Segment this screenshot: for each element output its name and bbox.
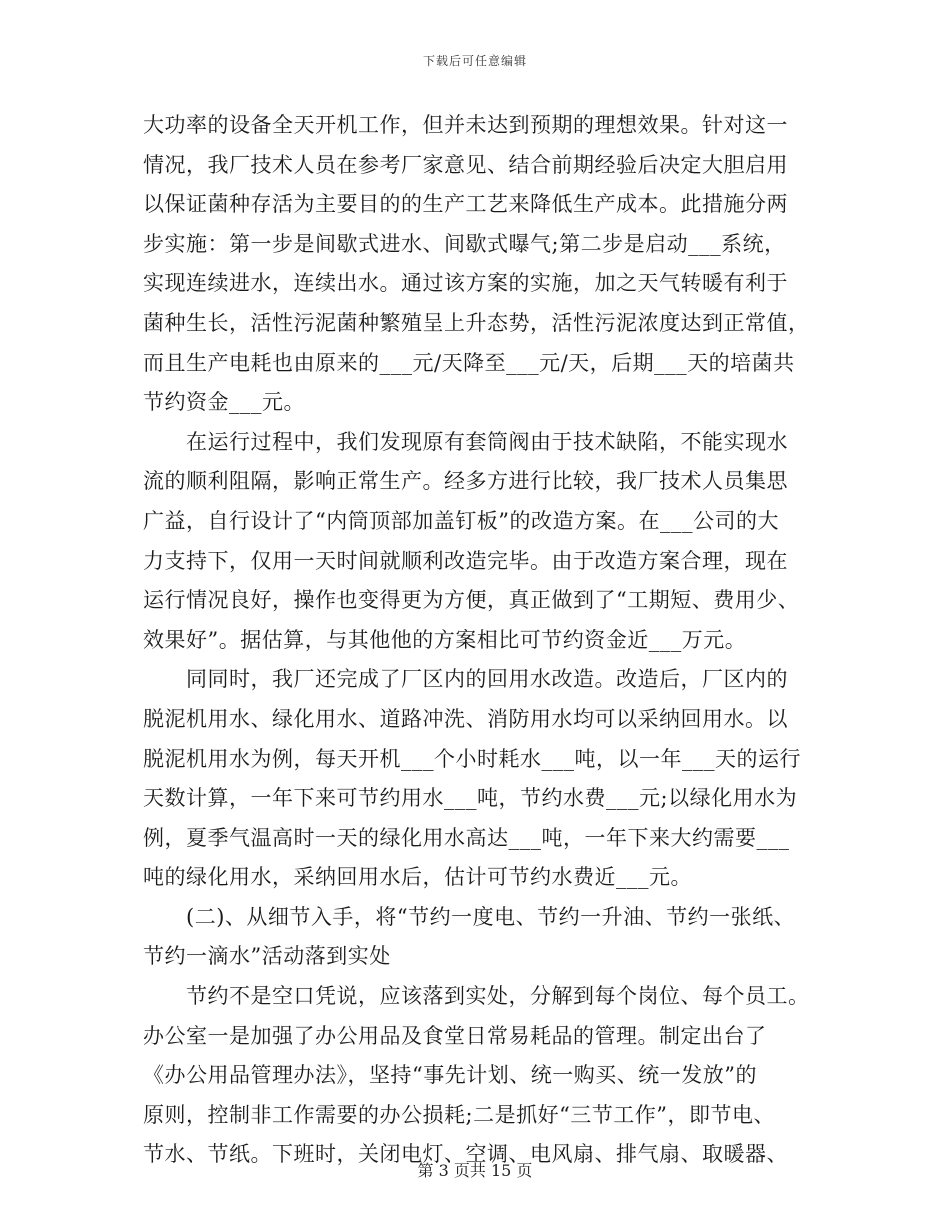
text-line: 例，夏季气温高时一天的绿化用水高达___吨，一年下来大约需要___ xyxy=(143,825,790,850)
text-line: 流的顺利阻隔，影响正常生产。经多方进行比较，我厂技术人员集思 xyxy=(143,469,788,494)
section-heading-line: (二)、从细节入手，将“节约一度电、节约一升油、节约一张纸、 xyxy=(143,904,796,929)
text-line: 在运行过程中，我们发现原有套筒阀由于技术缺陷，不能实现水 xyxy=(143,429,788,454)
text-line: 而且生产电耗也由原来的___元/天降至___元/天，后期___天的培菌共 xyxy=(143,350,795,375)
text-line: 广益，自行设计了“内筒顶部加盖钉板”的改造方案。在___公司的大 xyxy=(143,508,779,533)
text-line: 吨的绿化用水，采纳回用水后，估计可节约水费近___元。 xyxy=(143,865,692,890)
text-line: 办公室一是加强了办公用品及食堂日常易耗品的管理。制定出台了 xyxy=(143,1023,767,1048)
text-line: 以保证菌种存活为主要目的的生产工艺来降低生产成本。此措施分两 xyxy=(143,192,788,217)
page-footer: 第 3 页共 15 页 xyxy=(417,1161,533,1180)
text-line: 实现连续进水，连续出水。通过该方案的实施，加之天气转暖有利于 xyxy=(143,271,788,296)
text-line: 效果好”。据估算，与其他他的方案相比可节约资金近___万元。 xyxy=(143,627,747,652)
text-line: 原则，控制非工作需要的办公损耗;二是抓好“三节工作”，即节电、 xyxy=(143,1102,776,1127)
text-line: 菌种生长，活性污泥菌种繁殖呈上升态势，活性污泥浓度达到正常值， xyxy=(143,310,810,335)
text-line: 脱泥机用水、绿化用水、道路冲洗、消防用水均可以采纳回用水。以 xyxy=(143,706,788,731)
text-line: 同同时，我厂还完成了厂区内的回用水改造。改造后，厂区内的 xyxy=(143,667,788,692)
section-heading-line: 节约一滴水”活动落到实处 xyxy=(143,944,391,969)
text-line: 节约资金___元。 xyxy=(143,390,305,415)
body-text xyxy=(143,106,813,1175)
text-line: 大功率的设备全天开机工作，但并未达到预期的理想效果。针对这一 xyxy=(143,113,788,137)
text-line: 力支持下，仅用一天时间就顺利改造完毕。由于改造方案合理，现在 xyxy=(143,548,788,573)
text-line: 节水、节纸。下班时，关闭电灯、空调、电风扇、排气扇、取暖器、 xyxy=(143,1142,788,1167)
text-line: 步实施：第一步是间歇式进水、间歇式曝气;第二步是启动___系统， xyxy=(143,231,786,256)
text-line: 运行情况良好，操作也变得更为方便，真正做到了“工期短、费用少、 xyxy=(143,588,800,613)
text-line: 脱泥机用水为例，每天开机___个小时耗水___吨，以一年___天的运行 xyxy=(143,746,801,771)
text-line: 《办公用品管理办法》，坚持“事先计划、统一购买、统一发放”的 xyxy=(143,1063,757,1088)
page-header: 下载后可任意编辑 xyxy=(422,54,527,68)
text-line: 天数计算，一年下来可节约用水___吨，节约水费___元;以绿化用水为 xyxy=(143,786,798,811)
text-line: 情况，我厂技术人员在参考厂家意见、结合前期经验后决定大胆启用 xyxy=(143,152,788,177)
text-line: 节约不是空口凭说，应该落到实处，分解到每个岗位、每个员工。 xyxy=(143,984,810,1009)
